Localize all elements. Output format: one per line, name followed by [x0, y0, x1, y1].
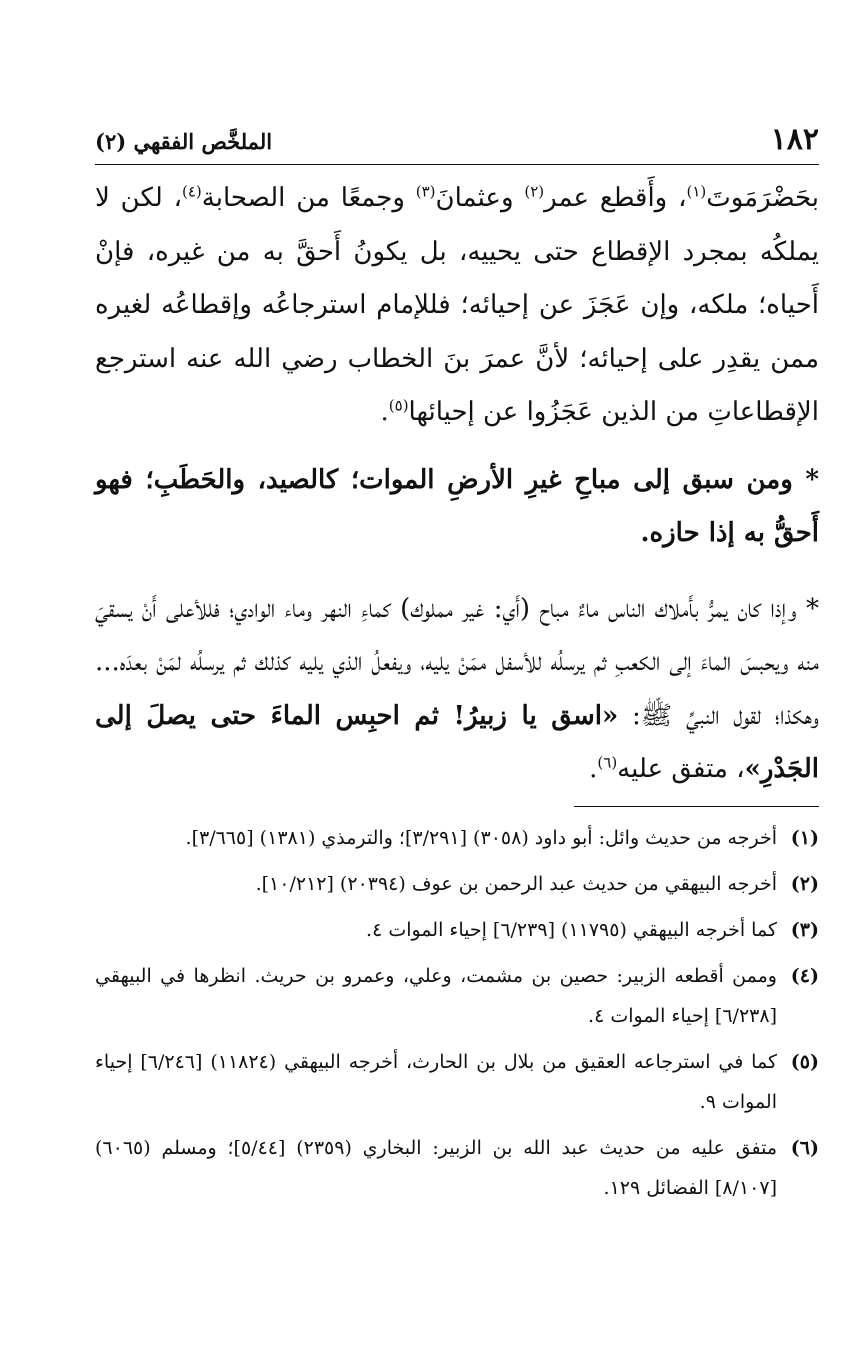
footnote-number: (٦) [790, 1137, 819, 1159]
footnote-text: كما في استرجاعه العقيق من بلال بن الحارث، أخرجه البيهقي (١١٨٢٤) [٦/٢٤٦] إحياء الموات ٩. [95, 1051, 777, 1113]
running-title: الملخَّص الفقهي (٢) [95, 129, 273, 154]
footnote-ref: (٣) [415, 182, 436, 201]
footnote [95, 956, 819, 1036]
footnote [95, 818, 819, 858]
footnote-text: أخرجه من حديث وائل: أبو داود (٣٠٥٨) [٣/٢٩١]؛ والترمذي (١٣٨١) [٣/٦٦٥]. [185, 827, 777, 849]
footnote-number: (١) [790, 827, 819, 849]
footnote-ref: (١) [686, 182, 707, 201]
footnote [95, 1042, 819, 1122]
text-run: بحَضْرَمَوتَ [706, 183, 820, 213]
footnote-ref: (٦) [597, 753, 618, 772]
footnotes [95, 818, 819, 1214]
footnote [95, 1128, 819, 1208]
footnote-text: متفق عليه من حديث عبد الله بن الزبير: البخاري (٢٣٥٩) [٥/٤٤]؛ ومسلم (٦٠٦٥) [٨/١٠٧] الفضائل ١٢٩. [95, 1137, 778, 1199]
footnote-number: (٣) [790, 919, 819, 941]
footnote-ref: (٢) [524, 182, 545, 201]
footnote-ref: (٥) [388, 396, 409, 415]
main-text [95, 172, 819, 797]
text-run: ، لكن لا يملكُه بمجرد الإقطاع حتى يحييه، بل يكونُ أَحقَّ به من غيره، فإنْ أَحياه؛ ملكه، وإن عَجَزَ عن إحيائه؛ فللإمام استرجاعُه وإقطاعُه لغيره ممن يقدِر على إحيائه؛ لأنَّ عمرَ بنَ الخطاب رضي الله عنه استرجع الإقطاعاتِ من الذين عَجَزُوا عن إحيائها [95, 183, 819, 427]
footnote-number: (٥) [790, 1051, 819, 1073]
hadith-quote: «اسق يا زبيرُ! ثم احبِس الماءَ حتى يصلَ إلى الجَدْرِ» [95, 700, 819, 784]
page-number: ١٨٢ [770, 122, 819, 157]
text-run: * وإذا كان يمرُّ بأَملاك الناس ماءٌ مباح (أَي: غير مملوك) كماءِ النهر وماء الوادي؛ فللأعلى أَنْ يسقيَ منه ويحبسَ الماءَ إلى الكعبِ ثم يرسلُه للأسفل ممَنْ يليه، ويفعلُ الذي يليه كذلك ثم يرسلُه لمَنْ بعدَه... وهكذا؛ لقول النبيِّ ﷺ: [95, 593, 819, 731]
text-run: وجمعًا من الصحابة [201, 183, 416, 213]
text-run: ، وأَقطع عمر [544, 183, 687, 213]
text-run: ، متفق عليه [617, 754, 745, 784]
footnote-text: أخرجه البيهقي من حديث عبد الرحمن بن عوف (٢٠٣٩٤) [١٠/٢١٢]. [255, 873, 777, 895]
paragraph [95, 583, 819, 797]
text-run: . [380, 397, 389, 427]
footnote-text: كما أخرجه البيهقي (١١٧٩٥) [٦/٢٣٩] إحياء الموات ٤. [366, 919, 777, 941]
footnote-text: وممن أقطعه الزبير: حصين بن مشمت، وعلي، وعمرو بن حريث. انظرها في البيهقي [٦/٢٣٨] إحياء الموات ٤. [95, 965, 777, 1027]
paragraph [95, 454, 819, 561]
paragraph [95, 172, 819, 440]
footnote-separator [574, 806, 819, 807]
text-run: وعثمانَ [435, 183, 525, 213]
page-header [95, 120, 819, 165]
footnote-ref: (٤) [182, 182, 202, 201]
footnote-number: (٢) [790, 873, 819, 895]
footnote [95, 910, 819, 950]
text-run: * ومن سبق إلى مباحِ غيرِ الأرضِ الموات؛ كالصيد، والحَطَبِ؛ فهو أَحقُّ به إذا حازه. [95, 464, 819, 548]
footnote-number: (٤) [790, 965, 819, 987]
text-run: . [589, 754, 598, 784]
footnote [95, 864, 819, 904]
